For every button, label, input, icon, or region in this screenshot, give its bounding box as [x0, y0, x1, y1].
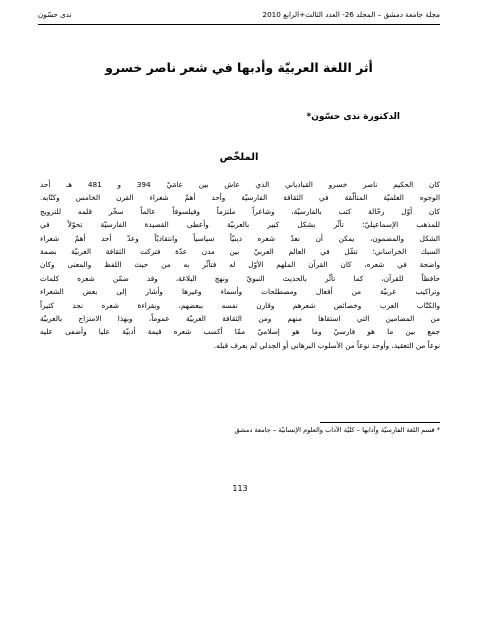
header-author: ندى حسّون: [38, 10, 72, 19]
abstract-line: جمع بين ما هو فارسيّ وما هو إسلاميّ ممّا أكسب شعره قيمة أدبيّة عليا وأضفى عليه: [40, 327, 440, 337]
abstract-line: الوجوه العلميّة المتألّقة في الثقافة الفارسيّة وأحد أهمّ شعراء القرن الخامس وكتّابه.: [40, 193, 440, 203]
header-journal-info: مجلة جامعة دمشق – المجلد 26- العدد الثالث+الرابع 2010: [262, 10, 440, 19]
abstract-line: واضحة في شعره، كان القرآن الملهم الأوّل له فتأثّر به من حيث اللفظ والمعنى وكان: [40, 260, 440, 270]
abstract-line: للمذهب الإسماعيليّ؛ تأثّر بشكل كبير بالعربيّة وأعطى القصيدة الفارسيّة تحوّلاً في: [40, 220, 440, 230]
footnote: * قسم اللغة الفارسيّة وآدابها – كليّة الآداب والعلوم الإنسانيّة – جامعة دمشق: [234, 426, 440, 434]
abstract-line: كان الحكيم ناصر خسرو القبادياني الذي عاش بين عامَيْ 394 و 481 هـ أحد: [40, 180, 440, 189]
running-header: [38, 8, 440, 22]
abstract-line: من المضامين التي استقاها منهم ومن الثقافة العربيّة عموماً، وبهذا الامتزاج بالعربيّة: [40, 314, 440, 324]
header-divider: [38, 24, 440, 25]
author-byline: الدكتورة ندى حسّون*: [306, 112, 400, 122]
abstract-line: وتراكيب عربيّة من أفعال ومصطلحات وأسماء وغيرها وأشار إلى بعض الشعراء: [40, 287, 440, 297]
abstract-heading: الملخّص: [219, 152, 259, 163]
abstract-line: حافظاً للقرآن، كما تأثّر بالحديث النبويّ ونهج البلاغة، وقد ضمّن شعره كلمات: [40, 273, 440, 283]
abstract-line: نوعاً من التعقيد، وأوجد نوعاً من الأسلوب البرهاني أو الجدلي لم يعرف قبله.: [213, 340, 440, 350]
footnote-divider: [320, 422, 440, 423]
abstract-line: والكتّاب العرب وخصائص شعرهم وقارن نفسه ببعضهم، وبقراءة شعره نجد كثيراً: [40, 300, 440, 310]
abstract-line: الشكل والمضمون، يمكن أن نعدّ شعره دينيّاً سياسياً وانتقاديّاً وعدّ أحد أهمّ شعراء: [40, 233, 440, 243]
abstract-line: السبك الخراساني؛ تنقّل في العالم العربيّ بين مدن عدّة فتركت الثقافة العربيّة بصمة: [40, 247, 440, 257]
abstract-body: [40, 178, 440, 352]
article-title: أثر اللغة العربيّة وأدبها في شعر ناصر خسرو: [105, 60, 373, 75]
page-number: 113: [232, 484, 248, 493]
abstract-line: كان أوّل رحّالة كتب بالفارسيّة، وشاعراً ملتزماً وفيلسوفاً عالماً سخّر قلمه للترويج: [40, 206, 440, 216]
